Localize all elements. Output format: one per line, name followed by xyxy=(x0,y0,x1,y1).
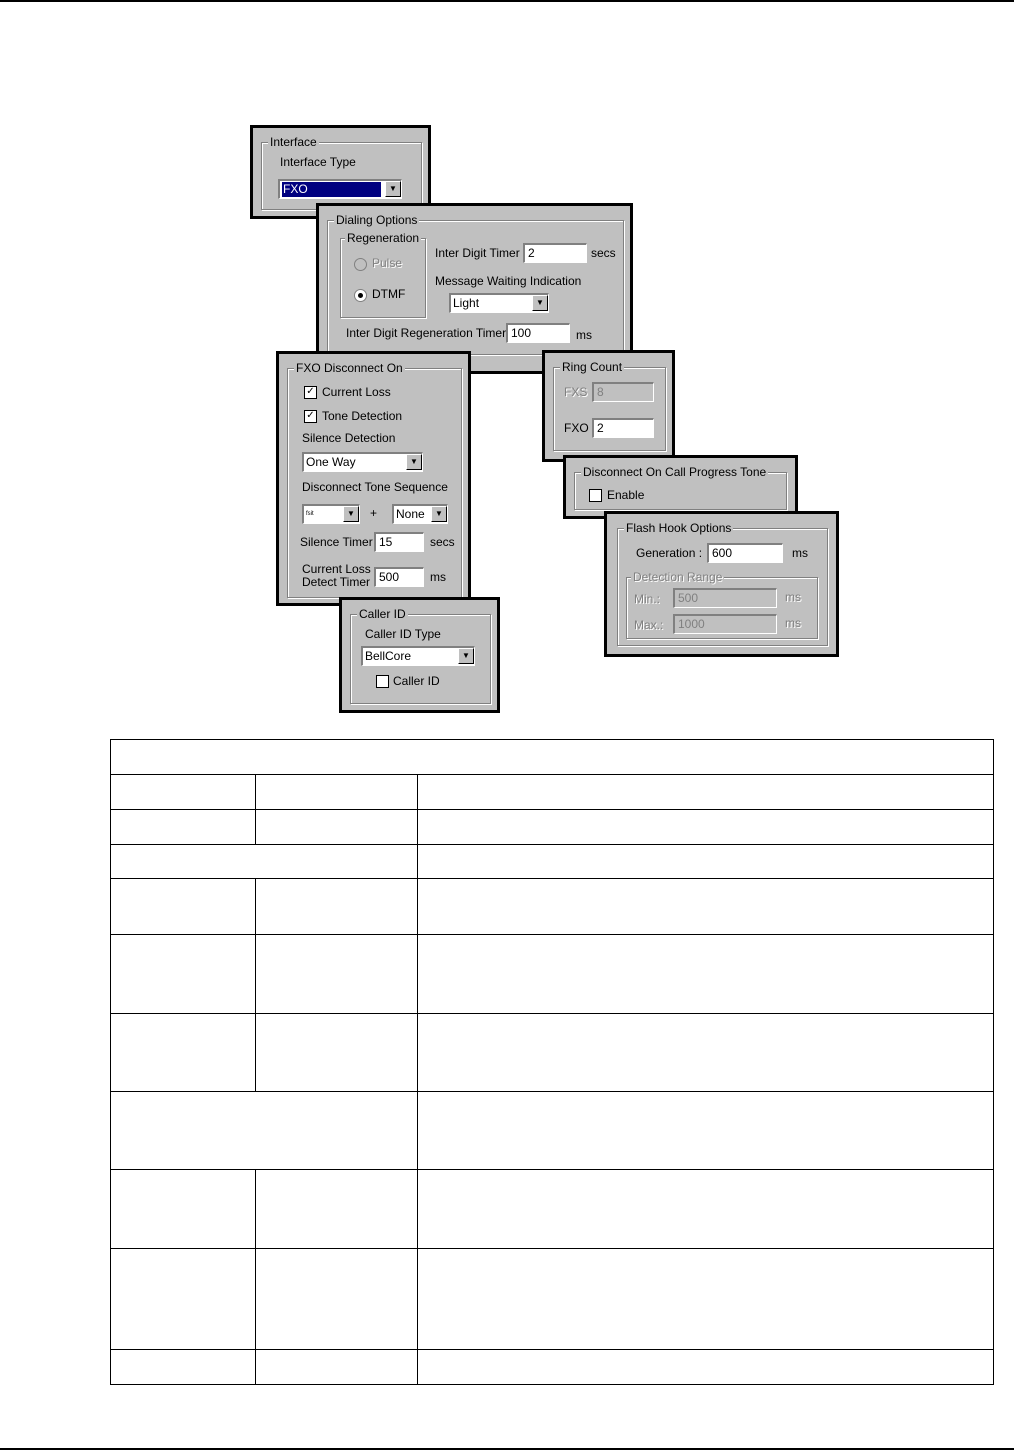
current-loss-timer-unit: ms xyxy=(430,570,446,584)
table-cell xyxy=(111,935,256,1014)
table-cell xyxy=(111,1170,256,1249)
caller-id-checkbox[interactable] xyxy=(376,675,389,688)
ring-count-panel xyxy=(542,350,675,462)
table-row xyxy=(111,1350,994,1385)
caller-id-group xyxy=(350,607,491,704)
dtmf-label: DTMF xyxy=(372,287,406,301)
table-cell xyxy=(111,1249,256,1350)
table-cell xyxy=(256,775,418,810)
table-cell xyxy=(418,1014,994,1092)
current-loss-timer-label-1: Current Loss xyxy=(302,562,371,576)
interface-group-title: Interface xyxy=(270,135,317,149)
mwi-label: Message Waiting Indication xyxy=(435,274,582,288)
chevron-down-icon[interactable]: ▼ xyxy=(343,506,359,522)
table-cell xyxy=(418,1170,994,1249)
ring-count-title: Ring Count xyxy=(562,360,623,374)
table-cell xyxy=(111,775,256,810)
table-cell xyxy=(418,845,994,879)
fxo-disconnect-panel xyxy=(276,351,471,606)
tone-sequence-value-1: fsit xyxy=(306,511,314,517)
bottom-rule xyxy=(0,1448,1014,1450)
table-row xyxy=(111,740,994,775)
min-unit: ms xyxy=(785,590,801,604)
flash-hook-title: Flash Hook Options xyxy=(626,521,732,535)
ring-count-group xyxy=(553,360,666,451)
disconnect-cpt-title: Disconnect On Call Progress Tone xyxy=(583,465,767,479)
current-loss-label: Current Loss xyxy=(322,385,391,399)
silence-detection-value: One Way xyxy=(306,455,356,469)
silence-timer-label: Silence Timer xyxy=(300,535,373,549)
table-cell xyxy=(418,810,994,845)
interface-type-select[interactable] xyxy=(278,179,402,199)
flash-hook-panel xyxy=(604,511,839,657)
table-row xyxy=(111,1014,994,1092)
tone-detection-checkbox[interactable]: ✓ xyxy=(304,410,317,423)
tone-sequence-select-1[interactable] xyxy=(302,504,360,524)
silence-detection-label: Silence Detection xyxy=(302,431,396,445)
pulse-radio[interactable] xyxy=(354,258,367,271)
table-cell xyxy=(256,935,418,1014)
mwi-select[interactable] xyxy=(449,293,549,313)
tone-detection-label: Tone Detection xyxy=(322,409,403,423)
min-input: 500 xyxy=(673,588,777,608)
max-input: 1000 xyxy=(673,614,777,634)
table-cell xyxy=(256,1249,418,1350)
table-cell xyxy=(111,1092,418,1170)
generation-unit: ms xyxy=(792,546,808,560)
regen-timer-label: Inter Digit Regeneration Timer xyxy=(346,326,507,340)
table-cell xyxy=(256,1014,418,1092)
fxo-input[interactable]: 2 xyxy=(592,418,654,438)
caller-id-type-select[interactable] xyxy=(361,646,475,666)
caller-id-type-label: Caller ID Type xyxy=(365,627,441,641)
table-row xyxy=(111,845,994,879)
chevron-down-icon[interactable]: ▼ xyxy=(532,295,548,311)
tone-sequence-label: Disconnect Tone Sequence xyxy=(302,480,448,494)
caller-id-title: Caller ID xyxy=(359,607,406,621)
regeneration-group xyxy=(340,231,426,318)
fxo-disconnect-group xyxy=(287,361,462,598)
table-row xyxy=(111,935,994,1014)
regen-timer-input[interactable]: 100 xyxy=(506,323,570,343)
generation-label: Generation : xyxy=(636,546,703,560)
dialing-options-panel xyxy=(316,203,633,374)
table-row xyxy=(111,1092,994,1170)
silence-detection-select[interactable] xyxy=(302,452,423,472)
caller-id-checkbox-label: Caller ID xyxy=(393,674,440,688)
table-cell xyxy=(111,1350,256,1385)
tone-sequence-plus: + xyxy=(370,506,378,520)
fxs-input: 8 xyxy=(592,382,654,402)
fxo-disconnect-title: FXO Disconnect On xyxy=(296,361,403,375)
chevron-down-icon[interactable]: ▼ xyxy=(431,506,447,522)
min-label: Min.: xyxy=(634,592,661,606)
detection-range-title: Detection Range xyxy=(633,570,723,584)
current-loss-timer-label-2: Detect Timer xyxy=(302,575,371,589)
table-cell xyxy=(418,1249,994,1350)
flash-hook-group xyxy=(617,521,828,646)
table-row xyxy=(111,810,994,845)
fxo-label: FXO xyxy=(564,421,589,435)
interface-type-label: Interface Type xyxy=(280,155,356,169)
disconnect-cpt-panel xyxy=(563,455,798,519)
tone-sequence-value-2: None xyxy=(396,507,425,521)
table-row xyxy=(111,775,994,810)
disconnect-cpt-group xyxy=(574,465,787,510)
table-cell xyxy=(418,1092,994,1170)
caller-id-panel xyxy=(339,597,500,713)
inter-digit-timer-input[interactable]: 2 xyxy=(523,243,587,263)
enable-checkbox[interactable] xyxy=(589,489,602,502)
caller-id-type-value: BellCore xyxy=(365,649,412,663)
max-label: Max.: xyxy=(634,618,664,632)
description-table xyxy=(110,739,994,1385)
top-rule xyxy=(0,0,1014,2)
table-cell xyxy=(111,810,256,845)
mwi-value: Light xyxy=(453,296,480,310)
dialing-options-title: Dialing Options xyxy=(336,213,418,227)
fxs-label: FXS xyxy=(564,385,588,399)
table-cell xyxy=(256,1170,418,1249)
table-row xyxy=(111,1170,994,1249)
table-cell xyxy=(418,879,994,935)
inter-digit-timer-unit: secs xyxy=(591,246,616,260)
regen-timer-unit: ms xyxy=(576,328,592,342)
dialing-options-group xyxy=(327,213,624,355)
pulse-label: Pulse xyxy=(372,256,403,270)
table-cell xyxy=(418,775,994,810)
regeneration-title: Regeneration xyxy=(347,231,420,245)
inter-digit-timer-label: Inter Digit Timer xyxy=(435,246,520,260)
chevron-down-icon[interactable]: ▼ xyxy=(458,648,474,664)
dtmf-radio[interactable] xyxy=(354,289,367,302)
table-row xyxy=(111,1249,994,1350)
current-loss-checkbox[interactable]: ✓ xyxy=(304,386,317,399)
table-cell xyxy=(256,1350,418,1385)
table-row xyxy=(111,879,994,935)
silence-timer-input[interactable]: 15 xyxy=(374,532,424,552)
tone-sequence-select-2[interactable] xyxy=(392,504,448,524)
table-cell xyxy=(418,935,994,1014)
table-cell xyxy=(111,1014,256,1092)
max-unit: ms xyxy=(785,616,801,630)
chevron-down-icon[interactable]: ▼ xyxy=(406,454,422,470)
chevron-down-icon[interactable]: ▼ xyxy=(385,181,401,197)
interface-group xyxy=(261,135,422,210)
table-cell xyxy=(418,1350,994,1385)
detection-range-group xyxy=(626,570,818,639)
table-cell xyxy=(111,879,256,935)
current-loss-timer-input[interactable]: 500 xyxy=(374,567,424,587)
table-cell xyxy=(111,845,418,879)
table-cell xyxy=(256,879,418,935)
table-cell xyxy=(256,810,418,845)
generation-input[interactable]: 600 xyxy=(707,543,783,563)
silence-timer-unit: secs xyxy=(430,535,455,549)
interface-type-value: FXO xyxy=(282,182,381,197)
table-cell xyxy=(111,740,994,775)
enable-label: Enable xyxy=(607,488,645,502)
